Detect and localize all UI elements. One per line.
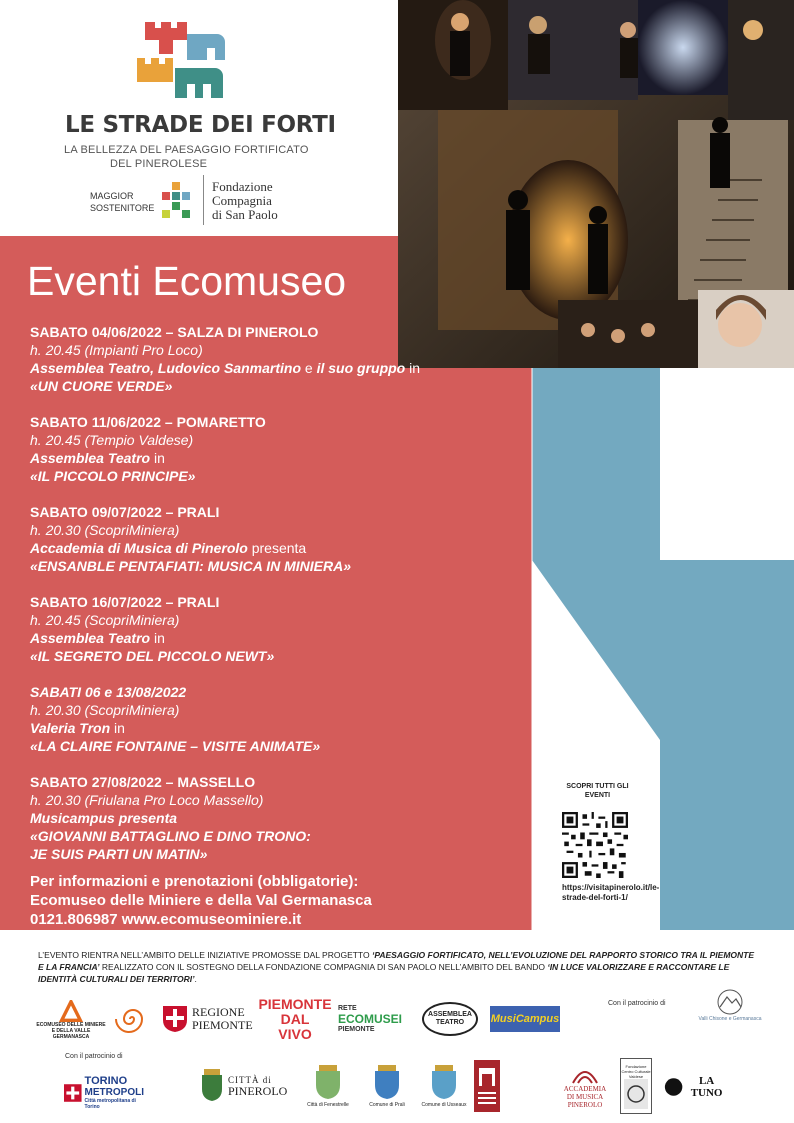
event-performer-line: [30, 539, 500, 557]
rete-logo-text: RETE: [338, 1005, 357, 1012]
footer-note: [38, 949, 758, 985]
brand-subtitle-2: DEL PINEROLESE: [110, 158, 208, 170]
patrocinio-label: Con il patrocinio di: [65, 1053, 123, 1060]
event-time: h. 20.30 (ScopriMiniera): [30, 522, 180, 538]
prali-logo-text: Comune di Prali: [369, 1101, 405, 1108]
event-item: [30, 323, 500, 395]
piemonte-dal-vivo-logo: [258, 995, 332, 1042]
valli-logo: [690, 982, 770, 1030]
sponsor-name: [212, 180, 278, 222]
sponsor-name-line: Compagnia: [212, 193, 272, 208]
event-item: [30, 683, 500, 755]
event-show: «LA CLAIRE FONTAINE – VISITE ANIMATE»: [30, 738, 321, 754]
brand-subtitle: LA BELLEZZA DEL PAESAGGIO FORTIFICATO: [64, 144, 309, 156]
torino-logo-text: Città metropolitana di Torino: [84, 1098, 136, 1110]
rete-ecomusei-logo: [338, 1002, 408, 1036]
sponsor-divider: [203, 175, 204, 225]
fenestrelle-logo: [300, 1060, 356, 1114]
footer-note-text: L’EVENTO RIENTRA NELL’AMBITO DELLE INIZIATIVE PROMOSSE DAL PROGETTO: [38, 950, 372, 960]
sponsor-label-line: SOSTENITORE: [90, 203, 155, 213]
regione-logo-text: PIEMONTE: [192, 1018, 253, 1032]
event-performer-join: e: [301, 360, 317, 376]
event-item: [30, 593, 500, 665]
info-line: Per informazioni e prenotazioni (obbligatorie):: [30, 873, 359, 890]
assemblea-logo-text: ASSEMBLEA: [428, 1011, 472, 1018]
event-connector: in: [110, 720, 125, 736]
torino-logo-icon: [64, 1082, 82, 1104]
event-item: [30, 503, 500, 575]
qr-label: SCOPRI TUTTI GLI EVENTI: [566, 783, 629, 799]
event-performer-2: il suo gruppo: [316, 360, 406, 376]
event-time: h. 20.45 (Tempio Valdese): [30, 432, 194, 448]
panel-title: Eventi Ecomuseo: [27, 258, 347, 304]
prali-logo: [362, 1060, 412, 1114]
event-connector: in: [150, 630, 165, 646]
la-tuno-logo-text: LA TUNO: [690, 1075, 723, 1099]
event-item: [30, 413, 500, 485]
centro-valdese-logo: [620, 1058, 652, 1114]
regione-shield-icon: [162, 1005, 188, 1033]
event-time: h. 20.45 (Impianti Pro Loco): [30, 342, 203, 358]
event-performer: Assemblea Teatro, Ludovico Sanmartino: [30, 360, 301, 376]
usseaux-crest-icon: [429, 1065, 459, 1101]
usseaux-logo-text: Comune di Usseaux: [421, 1101, 467, 1108]
brand-header: [40, 20, 340, 235]
forti-logo-icon: [135, 20, 230, 100]
event-item: [30, 773, 500, 863]
collage-image: [398, 0, 794, 368]
event-time: h. 20.45 (ScopriMiniera): [30, 612, 180, 628]
regione-logo-text: REGIONE: [192, 1005, 245, 1019]
accademia-logo-text: ACCADEMIA: [563, 1085, 607, 1093]
assemblea-logo-text: TEATRO: [435, 1019, 465, 1026]
sponsor-name-line: di San Paolo: [212, 207, 278, 222]
event-show: «GIOVANNI BATTAGLINO E DINO TRONO:: [30, 828, 311, 844]
sponsor-label-line: MAGGIOR: [90, 191, 134, 201]
event-performer: Valeria Tron: [30, 720, 111, 736]
event-connector: presenta: [114, 810, 178, 826]
ecomuseo-logo: [36, 1000, 106, 1040]
footer-note-text: REALIZZATO CON IL SOSTEGNO DELLA FONDAZIONE COMPAGNIA DI SAN PAOLO NELL’AMBITO DEL BANDO: [99, 962, 548, 972]
fenestrelle-crest-icon: [313, 1065, 343, 1101]
piemonte-dal-vivo-text: DAL VIVO: [278, 1010, 312, 1042]
rete-logo-text: PIEMONTE: [338, 1026, 375, 1033]
event-date: SABATO 16/07/2022 – PRALI: [30, 594, 220, 610]
event-performer: Assemblea Teatro: [30, 450, 151, 466]
accademia-logo-text: DI MUSICA: [566, 1093, 604, 1101]
event-date: SABATO 09/07/2022 – PRALI: [30, 504, 220, 520]
accademia-logo-text: PINEROLO: [567, 1101, 603, 1109]
event-performer: Accademia di Musica di Pinerolo: [30, 540, 248, 556]
footer-note-bando: ‘IN LUCE VALORIZZARE E RACCONTARE LE IDENTITÀ CULTURALI DEI TERRITORI’: [38, 962, 730, 984]
ecomuseo-logo-icon: [56, 1000, 86, 1022]
photo-collage: [398, 0, 794, 368]
event-connector: presenta: [247, 540, 307, 556]
torino-logo-text: TORINO: [84, 1075, 128, 1087]
valli-logo-icon: [715, 989, 745, 1015]
usseaux-logo: [416, 1060, 472, 1114]
brand-title: LE STRADE DEI FORTI: [65, 112, 336, 138]
event-performer-line: [30, 449, 500, 467]
pinerolo-logo-text: CITTÀ di: [228, 1074, 272, 1085]
event-performer-line: [30, 629, 500, 647]
torino-metropoli-logo: [64, 1074, 144, 1112]
borghi-logo-icon: [474, 1060, 500, 1112]
event-show: «IL PICCOLO PRINCIPE»: [30, 468, 196, 484]
san-paolo-cross-icon: [162, 182, 192, 218]
event-performer-line: [30, 359, 500, 377]
info-line: 0121.806987 www.ecomuseominiere.it: [30, 911, 302, 928]
qr-code-icon[interactable]: [562, 812, 628, 878]
regione-piemonte-logo: [162, 1002, 258, 1036]
info-line: Ecomuseo delle Miniere e della Val Germanasca: [30, 892, 372, 909]
event-connector: in: [150, 450, 165, 466]
pinerolo-crest-icon: [200, 1069, 224, 1103]
event-performer: Musicampus: [30, 810, 115, 826]
event-connector: in: [405, 360, 421, 376]
prali-crest-icon: [372, 1065, 402, 1101]
event-show: «UN CUORE VERDE»: [30, 378, 173, 394]
contact-info: [30, 872, 372, 929]
qr-url[interactable]: https://visitapinerolo.it/le-strade-del-forti-1/: [562, 883, 660, 902]
pinerolo-logo-text: PINEROLO: [228, 1083, 288, 1098]
la-tuno-logo: [664, 1070, 728, 1104]
event-performer-line: [30, 809, 500, 827]
event-date: SABATO 11/06/2022 – POMARETTO: [30, 414, 266, 430]
ecomuseo-logo-text: ECOMUSEO DELLE MINIERE E DELLA VALLE GERMANASCA: [36, 1022, 106, 1040]
event-performer-line: [30, 719, 500, 737]
footer-note-text: .: [194, 974, 197, 984]
event-show: «IL SEGRETO DEL PICCOLO NEWT»: [30, 648, 275, 664]
fenestrelle-logo-text: Città di Fenestrelle: [307, 1101, 349, 1108]
event-performer: Assemblea Teatro: [30, 630, 151, 646]
centro-valdese-logo-text: Fondazione Centro Culturale Valdese: [621, 1063, 651, 1079]
event-show: «ENSANBLE PENTAFIATI: MUSICA IN MINIERA»: [30, 558, 351, 574]
event-show-2: JE SUIS PARTI UN MATIN»: [30, 846, 208, 862]
piemonte-dal-vivo-text: PIEMONTE: [258, 995, 332, 1012]
event-date: SABATI 06 e 13/08/2022: [30, 684, 187, 700]
events-list: [30, 323, 500, 881]
valli-logo-text: Valli Chisone e Germanasca: [698, 1015, 762, 1022]
assemblea-teatro-logo: [422, 1002, 478, 1036]
spiral-logo-icon: [108, 1004, 156, 1034]
event-date: SABATO 27/08/2022 – MASSELLO: [30, 774, 256, 790]
torino-logo-text: METROPOLI: [84, 1087, 144, 1098]
event-time: h. 20.30 (Friulana Pro Loco Massello): [30, 792, 264, 808]
event-time: h. 20.30 (ScopriMiniera): [30, 702, 180, 718]
la-tuno-logo-icon: [664, 1076, 683, 1098]
event-date: SABATO 04/06/2022 – SALZA DI PINEROLO: [30, 324, 319, 340]
accademia-logo: [560, 1060, 610, 1114]
rete-logo-text: ECOMUSEI: [338, 1012, 403, 1026]
sponsor-label: [90, 190, 154, 214]
patrocinio-label: Con il patrocinio di: [608, 1000, 666, 1007]
pinerolo-logo: [200, 1066, 294, 1106]
musicampus-logo: MusiCampus: [490, 1006, 560, 1032]
accademia-logo-icon: [571, 1065, 599, 1085]
footer-note-project: ‘PAESAGGIO FORTIFICATO, NELL’EVOLUZIONE DEL RAPPORTO STORICO TRA IL PIEMONTE E LA FRANCIA’: [38, 950, 755, 972]
centro-valdese-logo-icon: [624, 1079, 648, 1109]
sponsor-name-line: Fondazione: [212, 179, 273, 194]
